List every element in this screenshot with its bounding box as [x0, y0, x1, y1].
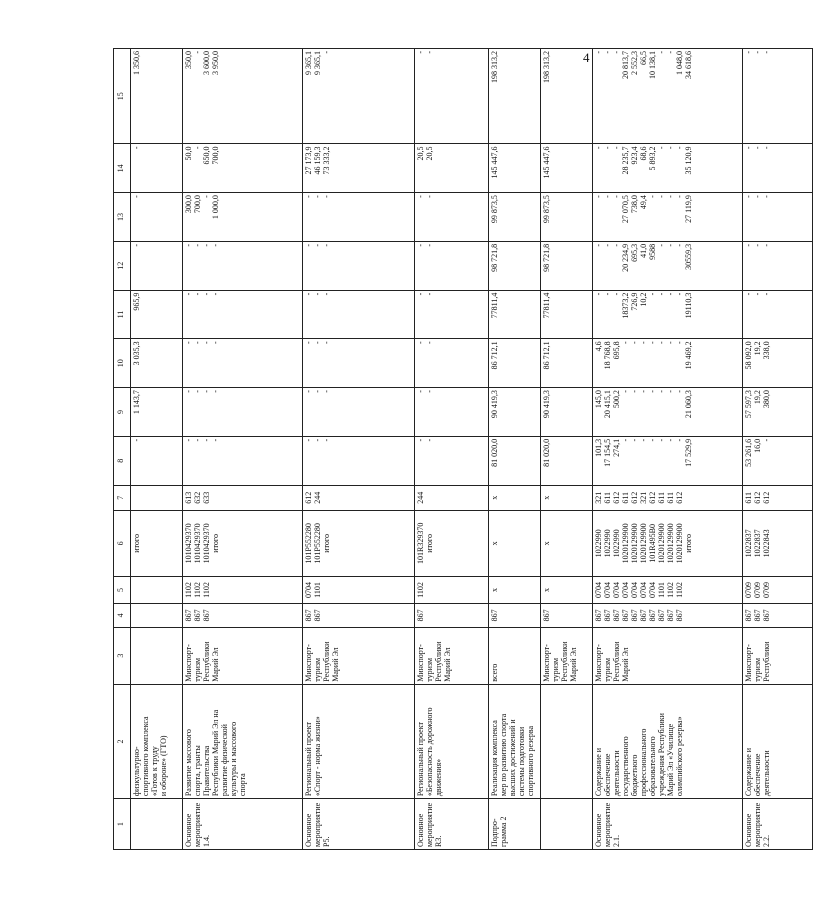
table-cell: 101P552280 101P552280 итого — [303, 511, 415, 577]
table-cell: 90 419,3 — [489, 388, 541, 437]
col-header: 3 — [114, 627, 131, 684]
table-cell: 350,0 - 3 600,0 3 950,0 — [183, 49, 303, 144]
table-row — [593, 49, 743, 850]
table-cell: x — [489, 485, 541, 510]
table-cell: 20,5 20,5 — [415, 144, 489, 193]
table-cell: 145,0 20 415,1 500,2 - - - - - - - 21 060,3 — [593, 388, 743, 437]
table-cell: - - - - — [183, 339, 303, 388]
table-cell: 145 447,6 — [541, 144, 593, 193]
table-cell: 86 712,1 — [489, 339, 541, 388]
table-cell: итого — [131, 511, 183, 577]
table-cell: - - - — [303, 436, 415, 485]
col-header: 14 — [114, 144, 131, 193]
col-header: 11 — [114, 290, 131, 339]
table-cell: - — [131, 193, 183, 242]
table-cell: - — [131, 241, 183, 290]
table-cell: 0709 0709 0709 — [743, 576, 813, 604]
table-cell: 198 313,2 — [489, 49, 541, 144]
table-cell: Минспорт- туризм Республики Марий Эл — [303, 627, 415, 684]
table-cell: Развитие массового спорта, гранты Правительства Республики Марий Эл на развитие физической культуры и массового спорта — [183, 684, 303, 798]
table-cell — [131, 576, 183, 604]
table-cell: 27 173,9 46 159,3 73 333,2 — [303, 144, 415, 193]
table-cell — [541, 799, 593, 850]
table-cell: всего — [489, 627, 541, 684]
col-header: 10 — [114, 339, 131, 388]
table-cell: 612 244 — [303, 485, 415, 510]
table-cell: - - — [415, 339, 489, 388]
table-cell: физкультурно- спортивного комплекса «Готов к труду и обороне» (ГТО) — [131, 684, 183, 798]
table-cell: - - - 28 235,7 923,4 68,6 5 893,2 - - - 35 120,9 — [593, 144, 743, 193]
col-header: 7 — [114, 485, 131, 510]
table-row — [183, 49, 303, 850]
table-cell: Основное мероприятие 2.1. — [593, 799, 743, 850]
col-header: 6 — [114, 511, 131, 577]
table-cell: 98 721,8 — [489, 241, 541, 290]
table-cell: 99 873,5 — [489, 193, 541, 242]
table-cell: 53 261,6 16,0 - — [743, 436, 813, 485]
table-row — [541, 49, 593, 850]
table-cell — [131, 604, 183, 627]
col-header: 2 — [114, 684, 131, 798]
col-header: 15 — [114, 49, 131, 144]
table-cell: - - - - — [183, 388, 303, 437]
table-cell: 1010429370 1010429370 1010429370 итого — [183, 511, 303, 577]
table-cell: x — [489, 511, 541, 577]
table-cell: 1022837 1022837 1022843 — [743, 511, 813, 577]
table-cell: Основное мероприятие R3. — [415, 799, 489, 850]
table-cell: 611 612 612 — [743, 485, 813, 510]
table-row — [415, 49, 489, 850]
table-cell — [541, 684, 593, 798]
page-number: 4 — [583, 50, 590, 65]
table-cell: Региональный проект «Безопасность дорожного движения» — [415, 684, 489, 798]
table-cell: - - - — [303, 290, 415, 339]
table-cell: 867 867 867 — [743, 604, 813, 627]
table-cell: 81 020,0 — [489, 436, 541, 485]
col-header: 4 — [114, 604, 131, 627]
table-cell: Минспорт- туризм Республики Марий Эл — [415, 627, 489, 684]
table-cell: - - - — [303, 339, 415, 388]
table-cell: x — [541, 485, 593, 510]
table-cell: 613 632 633 — [183, 485, 303, 510]
table-cell: x — [489, 576, 541, 604]
table-cell: 965,9 — [131, 290, 183, 339]
table-cell: 98 721,8 — [541, 241, 593, 290]
table-cell: - - — [415, 436, 489, 485]
table-cell: - - - — [743, 290, 813, 339]
table-row — [489, 49, 541, 850]
table-cell: - - - - — [183, 436, 303, 485]
table-cell: 101,3 17 154,5 274,1 - - - - - - - 17 529,9 — [593, 436, 743, 485]
table-cell: 867 — [415, 604, 489, 627]
table-cell: 300,0 700,0 - 1 000,0 — [183, 193, 303, 242]
table-cell: - - - 18373,2 726,9 10,2 - - - - 19110,3 — [593, 290, 743, 339]
table-cell: - - - — [743, 193, 813, 242]
table-cell: 867 867 867 867 867 867 867 867 867 867 — [593, 604, 743, 627]
table-cell: 1102 — [415, 576, 489, 604]
table-cell: - - - — [303, 388, 415, 437]
table-cell: - — [131, 144, 183, 193]
table-cell: - - - 20 813,7 2 552,3 66,5 10 138,1 - - 1 048,0 34 618,6 — [593, 49, 743, 144]
table-cell — [131, 485, 183, 510]
table-cell: 3 035,3 — [131, 339, 183, 388]
table-row — [743, 49, 813, 850]
table-cell: Региональный проект «Спорт - норма жизни» — [303, 684, 415, 798]
table-cell: - - — [415, 290, 489, 339]
table-cell: Минспорт- туризм Республики Марий Эл — [541, 627, 593, 684]
table-cell: 867 867 — [303, 604, 415, 627]
header-row — [114, 49, 131, 850]
table-cell: - - - — [303, 193, 415, 242]
budget-table — [113, 48, 813, 850]
table-cell: - - - 27 070,5 738,0 49,4 - - - - 27 119,9 — [593, 193, 743, 242]
table-cell: 81 020,0 — [541, 436, 593, 485]
table-cell: 244 — [415, 485, 489, 510]
table-cell: Минспорт- туризм Республики — [743, 627, 813, 684]
col-header: 5 — [114, 576, 131, 604]
table-cell: x — [541, 511, 593, 577]
table-cell: 867 — [489, 604, 541, 627]
table-cell: Основное мероприятие P5. — [303, 799, 415, 850]
col-header: 8 — [114, 436, 131, 485]
table-cell: Основное мероприятие 2.2. — [743, 799, 813, 850]
table-cell: 58 092,0 19,2 338,0 — [743, 339, 813, 388]
table-cell: 4,6 18 768,8 695,8 - - - - - - - 19 469,2 — [593, 339, 743, 388]
table-cell — [131, 799, 183, 850]
table-body — [114, 49, 813, 850]
table-cell: Реализация комплекса мер по развитию спорта высших достижений и системы подготовки спортивного резерва — [489, 684, 541, 798]
table-cell: 0704 1101 — [303, 576, 415, 604]
table-cell: 321 611 612 611 612 321 612 611 611 612 — [593, 485, 743, 510]
table-cell: 101R329370 итого — [415, 511, 489, 577]
table-cell: 0704 0704 0704 0704 0704 0704 0704 1101 1102 1102 — [593, 576, 743, 604]
table-cell: - - - — [743, 241, 813, 290]
table-cell: 86 712,1 — [541, 339, 593, 388]
table-cell: - - — [415, 193, 489, 242]
table-cell: 9 365,1 9 365,1 - — [303, 49, 415, 144]
col-header: 12 — [114, 241, 131, 290]
table-cell: 1102 1102 1102 — [183, 576, 303, 604]
table-cell: - - - — [743, 49, 813, 144]
table-cell: Минспорт- туризм Республики Марий Эл — [183, 627, 303, 684]
table-cell: 1 350,6 — [131, 49, 183, 144]
table-cell: - - — [415, 241, 489, 290]
col-header: 13 — [114, 193, 131, 242]
table-cell: - - - — [303, 241, 415, 290]
table-cell: Содержание и обеспечение деятельности государственного бюджетного профессионального образовательного учреждения Республики Марий Эл «Училище олимпийского резерва» — [593, 684, 743, 798]
table-cell: 77811,4 — [489, 290, 541, 339]
table-cell: 867 — [541, 604, 593, 627]
table-cell: 1 143,7 — [131, 388, 183, 437]
table-cell: Подпро- грамма 2 — [489, 799, 541, 850]
table-cell: 198 313,2 — [541, 49, 593, 144]
table-cell: - - — [415, 388, 489, 437]
table-cell: Минспорт- туризм Республики Марий Эл — [593, 627, 743, 684]
table-cell: - - - 20 234,9 695,3 41,0 9588 - - - 30559,3 — [593, 241, 743, 290]
table-cell: - - - - — [183, 241, 303, 290]
table-cell: 867 867 867 — [183, 604, 303, 627]
table-row — [303, 49, 415, 850]
table-cell: - - — [415, 49, 489, 144]
table-cell: Основное мероприятие 1.4. — [183, 799, 303, 850]
table-cell: 1022990 1022990 1022990 1020129900 1020129900 1020129900 101R495В0 1020129900 1020129900 1020129900 итого — [593, 511, 743, 577]
table-cell: 145 447,6 — [489, 144, 541, 193]
table-row — [131, 49, 183, 850]
table-cell — [131, 627, 183, 684]
table-cell: - — [131, 436, 183, 485]
table-cell: Содержание и обеспечение деятельности — [743, 684, 813, 798]
table-cell: 90 419,3 — [541, 388, 593, 437]
table-cell: 57 597,3 19,2 380,0 — [743, 388, 813, 437]
col-header: 1 — [114, 799, 131, 850]
table-cell: 77811,4 — [541, 290, 593, 339]
col-header: 9 — [114, 388, 131, 437]
table-cell: 99 873,5 — [541, 193, 593, 242]
table-cell: - - - — [743, 144, 813, 193]
table-cell: - - - - — [183, 290, 303, 339]
table-cell: x — [541, 576, 593, 604]
table-cell: 50,0 - 650,0 700,0 — [183, 144, 303, 193]
